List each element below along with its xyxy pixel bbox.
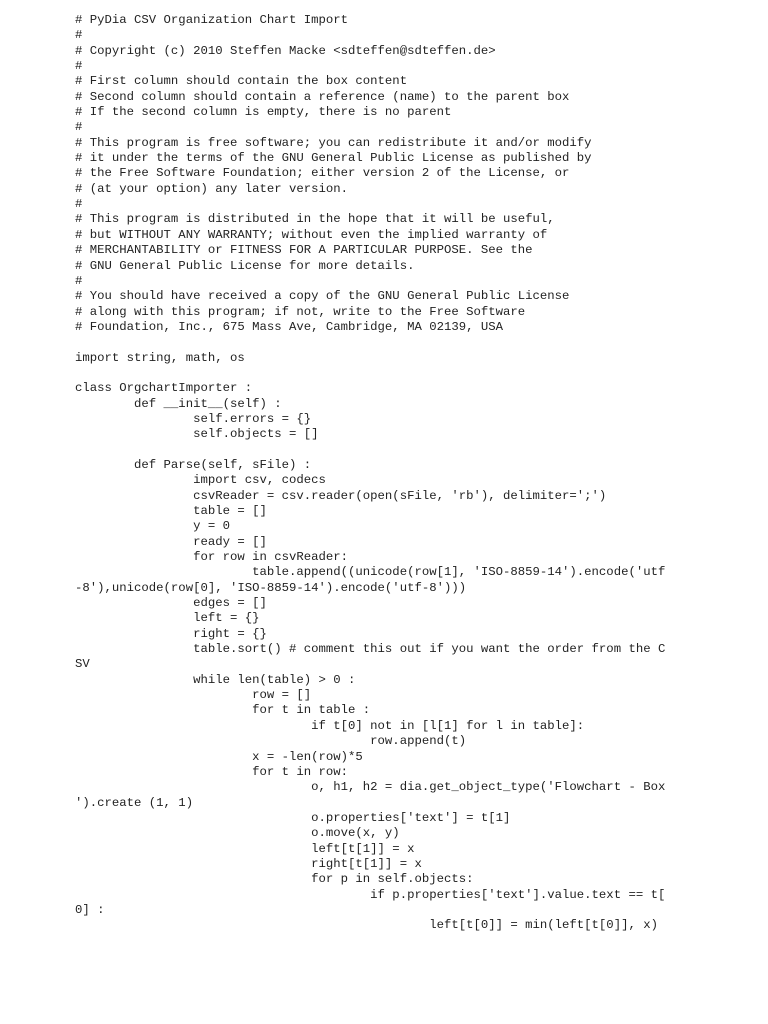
code-line: left[t[0]] = min(left[t[0]], x)	[75, 918, 658, 933]
code-line: for row in csvReader:	[75, 550, 349, 565]
code-line: table.sort() # comment this out if you want the order from the C	[75, 642, 666, 657]
code-line: while len(table) > 0 :	[75, 672, 356, 687]
code-line: def __init__(self) :	[75, 396, 282, 411]
code-line: 0] :	[75, 902, 105, 917]
code-line: # Second column should contain a reference (name) to the parent box	[75, 89, 570, 104]
code-line: # Foundation, Inc., 675 Mass Ave, Cambridge, MA 02139, USA	[75, 319, 504, 334]
code-line: left = {}	[75, 611, 260, 626]
code-line: for t in table :	[75, 703, 371, 718]
code-line: # You should have received a copy of the GNU General Public License	[75, 289, 570, 304]
code-line: for p in self.objects:	[75, 872, 474, 887]
code-line: # the Free Software Foundation; either version 2 of the License, or	[75, 166, 570, 181]
code-line: # along with this program; if not, write to the Free Software	[75, 304, 526, 319]
code-line: right[t[1]] = x	[75, 856, 422, 871]
code-line: right = {}	[75, 626, 267, 641]
code-line: #	[75, 28, 83, 43]
code-line: ').create (1, 1)	[75, 795, 194, 810]
code-line: # This program is distributed in the hope that it will be useful,	[75, 212, 555, 227]
code-line: y = 0	[75, 519, 230, 534]
code-line	[75, 335, 755, 350]
code-line: self.objects = []	[75, 427, 319, 442]
code-line: self.errors = {}	[75, 411, 312, 426]
code-line	[75, 443, 755, 458]
code-line: # If the second column is empty, there is no parent	[75, 105, 452, 120]
code-line: # (at your option) any later version.	[75, 181, 349, 196]
code-line: def Parse(self, sFile) :	[75, 457, 312, 472]
code-line: x = -len(row)*5	[75, 749, 363, 764]
code-line: left[t[1]] = x	[75, 841, 415, 856]
code-line: #	[75, 197, 83, 212]
code-line: -8'),unicode(row[0], 'ISO-8859-14').encode('utf-8')))	[75, 580, 467, 595]
code-line: import string, math, os	[75, 350, 245, 365]
code-line: table.append((unicode(row[1], 'ISO-8859-14').encode('utf	[75, 565, 666, 580]
code-line: row = []	[75, 688, 312, 703]
code-line: table = []	[75, 504, 267, 518]
code-line: #	[75, 120, 83, 135]
code-line: edges = []	[75, 596, 267, 611]
code-line: for t in row:	[75, 764, 349, 779]
code-line: # but WITHOUT ANY WARRANTY; without even the implied warranty of	[75, 227, 548, 242]
code-line: class OrgchartImporter :	[75, 381, 253, 396]
code-line: row.append(t)	[75, 734, 467, 749]
code-line: ready = []	[75, 534, 267, 549]
code-line	[75, 366, 755, 381]
code-line: # This program is free software; you can redistribute it and/or modify	[75, 135, 592, 150]
code-line: #	[75, 273, 83, 288]
code-line: if p.properties['text'].value.text == t[	[75, 887, 666, 902]
code-line: o, h1, h2 = dia.get_object_type('Flowchart - Box	[75, 780, 666, 795]
code-line: # First column should contain the box content	[75, 74, 408, 89]
code-line: import csv, codecs	[75, 473, 326, 488]
code-line: o.properties['text'] = t[1]	[75, 810, 511, 825]
code-line: # GNU General Public License for more details.	[75, 258, 415, 273]
code-line: #	[75, 59, 83, 74]
code-line: # it under the terms of the GNU General Public License as published by	[75, 151, 592, 166]
code-line: # PyDia CSV Organization Chart Import	[75, 13, 349, 27]
code-line: # MERCHANTABILITY or FITNESS FOR A PARTICULAR PURPOSE. See the	[75, 243, 533, 258]
code-line: csvReader = csv.reader(open(sFile, 'rb'), delimiter=';')	[75, 488, 607, 503]
code-line: o.move(x, y)	[75, 826, 400, 841]
code-line: if t[0] not in [l[1] for l in table]:	[75, 718, 585, 733]
code-line: # Copyright (c) 2010 Steffen Macke <sdteffen@sdteffen.de>	[75, 43, 496, 58]
source-code-listing	[75, 13, 755, 934]
code-line: SV	[75, 657, 90, 672]
